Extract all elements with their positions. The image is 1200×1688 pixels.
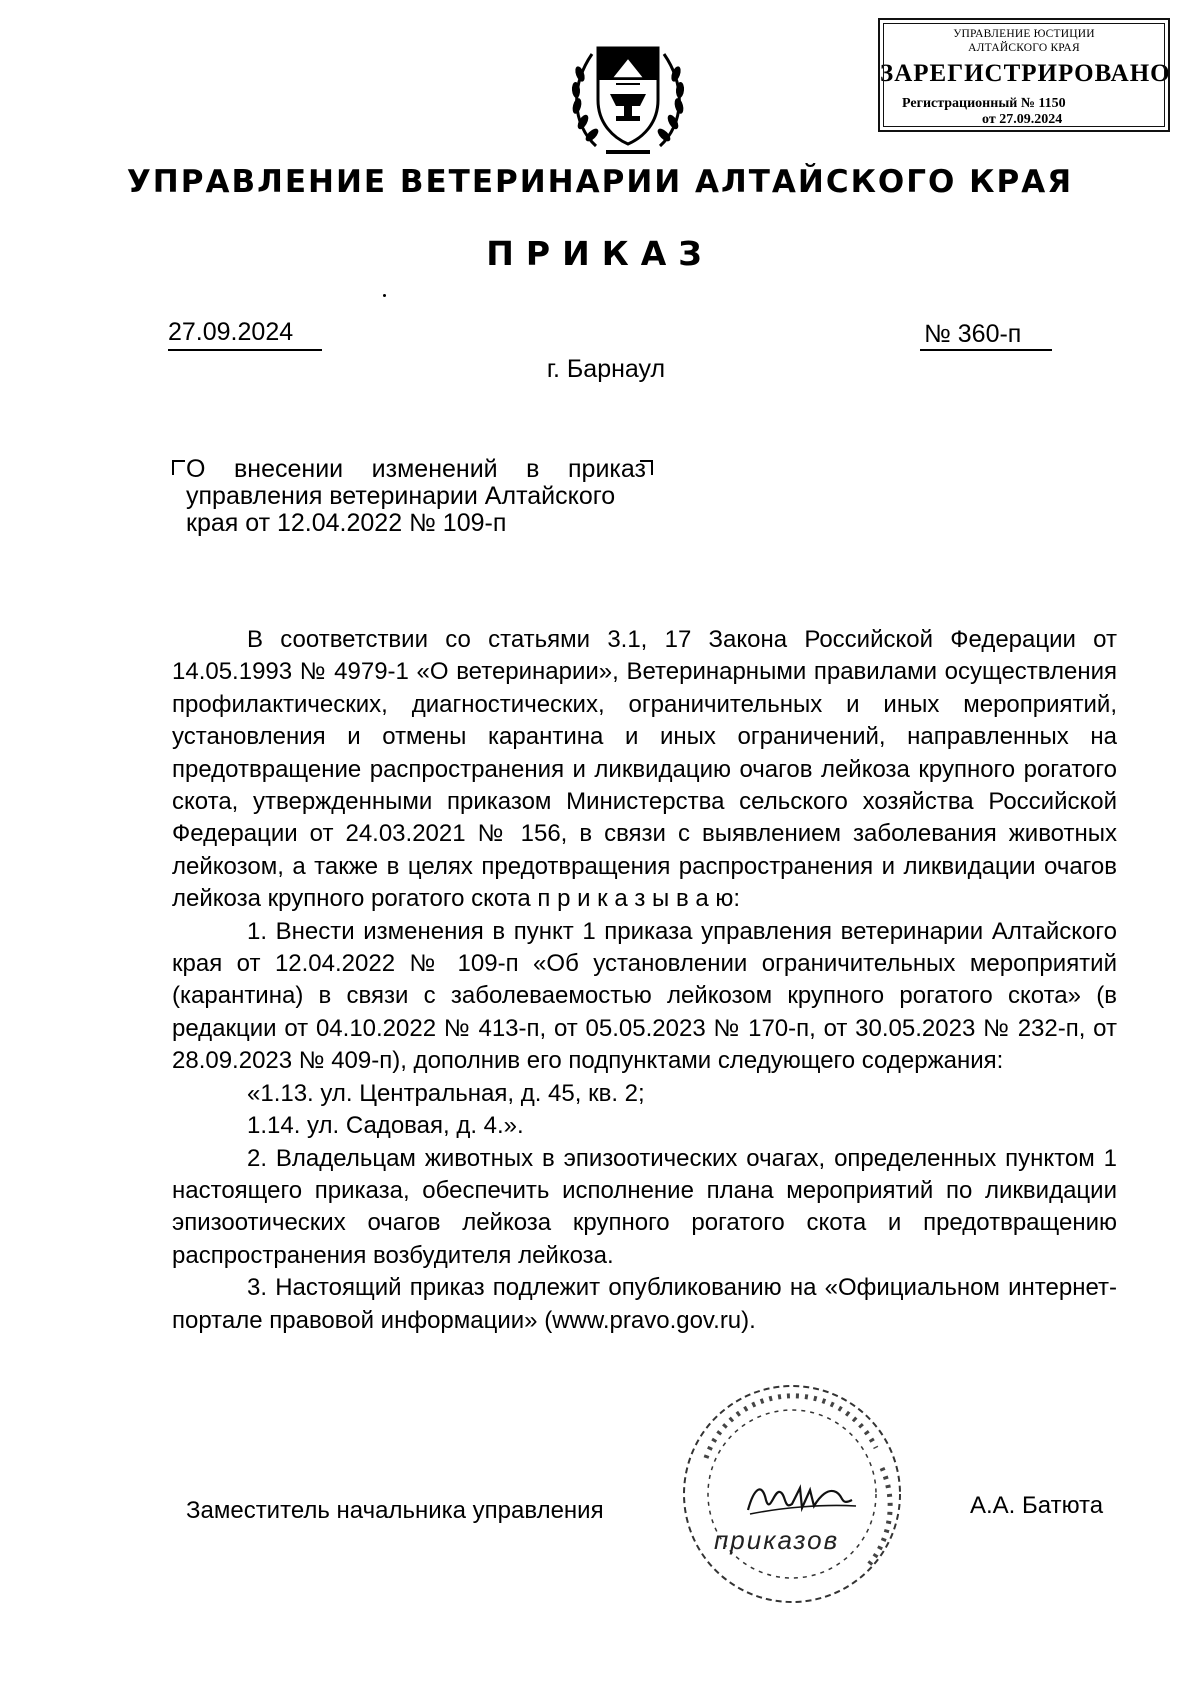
registration-stamp [878,18,1170,132]
subject-line-2: управления ветеринарии Алтайского [186,482,616,510]
order-body [172,624,1117,1337]
preamble-paragraph: В соответствии со статьями 3.1, 17 Закона Российской Федерации от 14.05.1993 № 4979-1 «О ветеринарии», Ветеринарными правилами осуществления профилактических, диагностических, ограничительных и иных мероприятий, установления и отмены карантина и иных ограничений, направленных на предотвращение распространения и ликвидацию очагов лейкоза крупного рогатого скота, утвержденными приказом Министерства сельского хозяйства Российской Федерации от 24.03.2021 № 156, в связи с выявлением заболевания животных лейкозом, а также в целях предотвращения распространения и ликвидации очагов лейкоза крупного рогатого скота п р и к а з ы в а ю: [172,626,1117,913]
subclause-1-14: 1.14. ул. Садовая, д. 4.». [247,1112,524,1140]
stamp-reg-date: от 27.09.2024 [982,112,1063,127]
clause-1-paragraph: 1. Внести изменения в пункт 1 приказа управления ветеринарии Алтайского края от 12.04.2022 № 109-п «Об установлении ограничительных мероприятий (карантина) в связи с заболеваемостью лейкозом крупного рогатого скота» (в редакции от 04.10.2022 № 413-п, от 05.05.2023 № 170-п, от 30.05.2023 № 232-п, от 28.09.2023 № 409-п), дополнив его подпунктами следующего содержания: [172,917,1117,1075]
city: г. Барнаул [546,355,666,383]
order-date: 27.09.2024 [168,318,294,346]
document-type: ПРИКАЗ [486,234,714,273]
altai-krai-coat-of-arms-icon [566,34,690,160]
handwritten-signature-icon [740,1470,860,1530]
subject-corner-left [172,460,185,475]
date-underline [168,349,322,351]
clause-2-paragraph: 2. Владельцам животных в эпизоотических очагах, определенных пунктом 1 настоящего приказа, обеспечить исполнение плана мероприятий по ликвидации эпизоотических очагов лейкоза крупного рогатого скота и предотвращению распространения возбудителя лейкоза. [172,1144,1117,1269]
subject-line-3: края от 12.04.2022 № 109-п [186,509,507,537]
number-underline [920,349,1052,351]
stray-dot [383,294,386,297]
order-subject [186,456,646,537]
subclause-1-13: «1.13. ул. Центральная, д. 45, кв. 2; [247,1079,645,1107]
agency-title: УПРАВЛЕНИЕ ВЕТЕРИНАРИИ АЛТАЙСКОГО КРАЯ [126,164,1074,200]
stamp-status: ЗАРЕГИСТРИРОВАНО [880,60,1171,87]
signatory-position: Заместитель начальника управления [186,1497,604,1524]
seal-text: приказов [714,1525,840,1555]
subject-line-1: О внесении изменений в приказ [186,455,646,483]
stamp-line-2: АЛТАЙСКОГО КРАЯ [968,42,1080,54]
stamp-reg-number: Регистрационный № 1150 [902,96,1066,111]
stamp-line-1: УПРАВЛЕНИЕ ЮСТИЦИИ [953,28,1095,40]
order-number: № 360-п [924,320,1022,348]
signatory-name: А.А. Батюта [970,1492,1104,1519]
clause-3-paragraph: 3. Настоящий приказ подлежит опубликованию на «Официальном интернет-портале правовой информации» (www.pravo.gov.ru). [172,1274,1117,1334]
